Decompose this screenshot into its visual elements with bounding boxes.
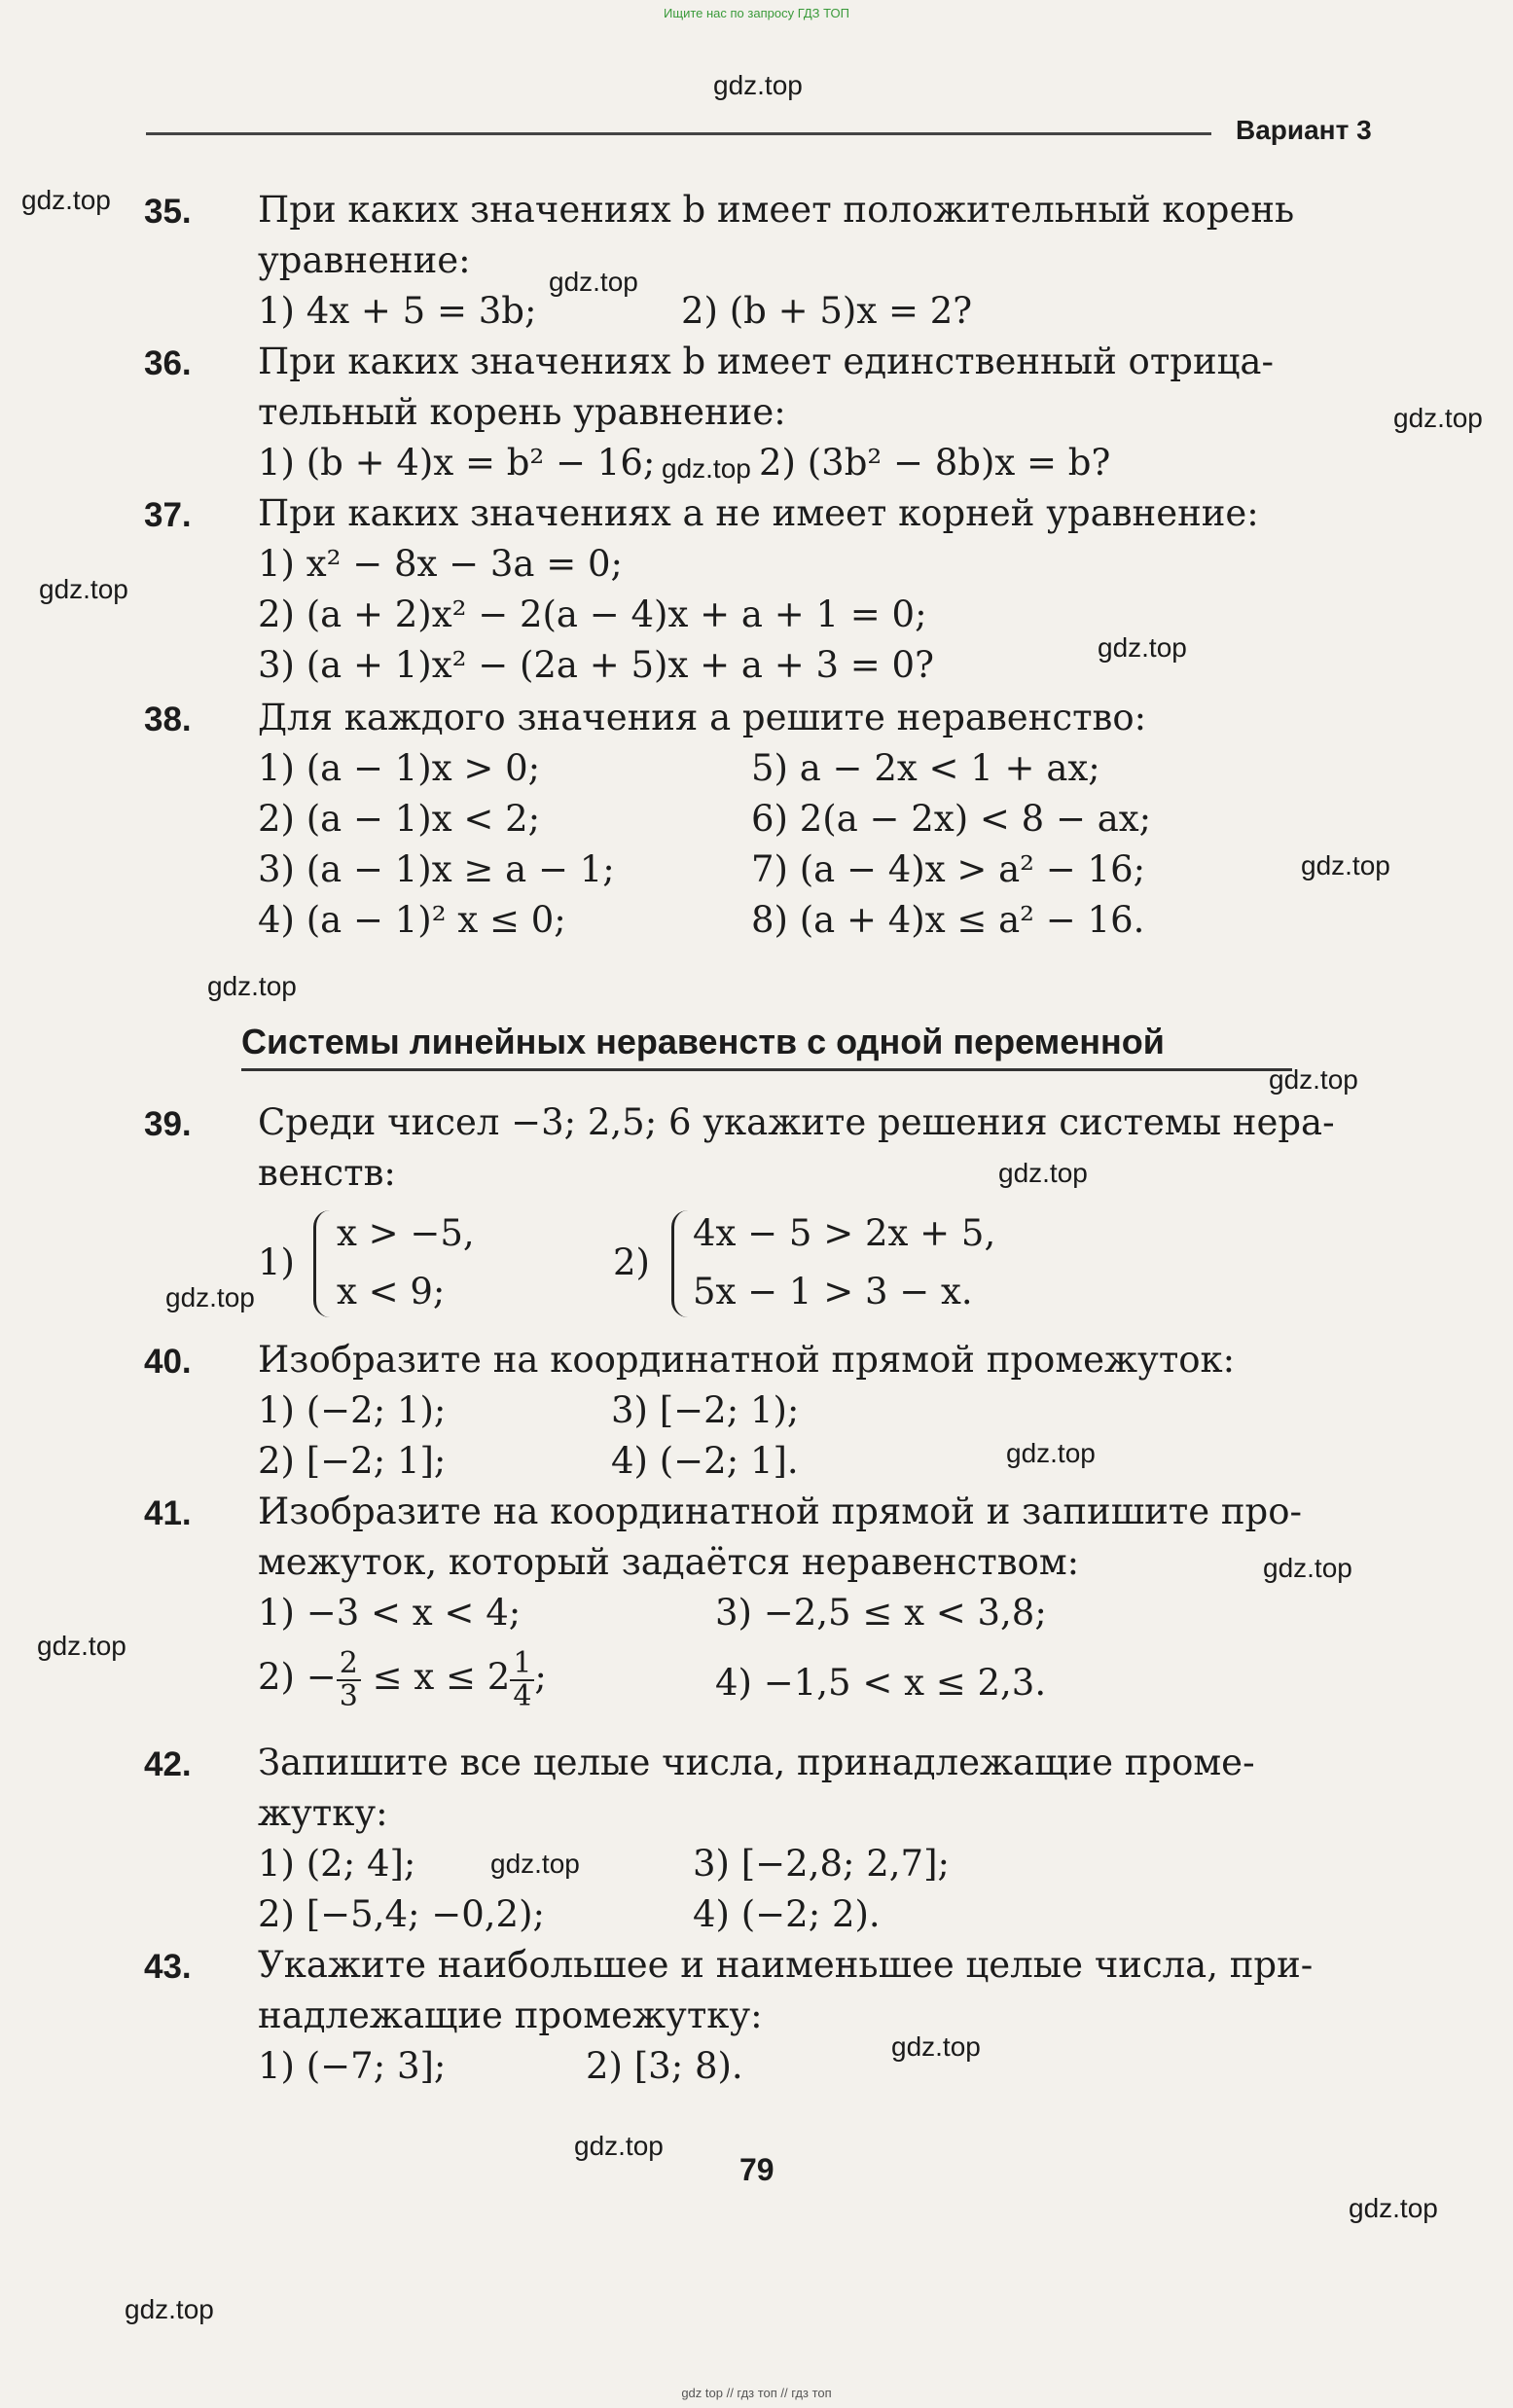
problem-item: 3) (a + 1)x² − (2a + 5)x + a + 3 = 0?: [258, 644, 934, 686]
problem-item: 2) (a + 2)x² − 2(a − 4)x + a + 1 = 0;: [258, 593, 927, 635]
system-label: 2): [613, 1241, 650, 1283]
watermark: gdz.top: [490, 1849, 580, 1879]
problem-item: 3) (a − 1)x ≥ a − 1;: [258, 848, 615, 890]
watermark: gdz.top: [1098, 632, 1187, 663]
watermark: gdz.top: [125, 2294, 214, 2324]
problem-text: Укажите наибольшее и наименьшее целые числа, при-: [258, 1944, 1314, 1986]
problem-item: 4) (a − 1)² x ≤ 0;: [258, 899, 566, 941]
problem-item: 3) −2,5 ≤ x < 3,8;: [715, 1592, 1047, 1634]
problem-number: 43.: [144, 1948, 192, 1986]
problem-item: 1) −3 < x < 4;: [258, 1592, 522, 1634]
system-label: 1): [258, 1241, 295, 1283]
top-banner: Ищите нас по запросу ГДЗ ТОП: [664, 6, 849, 20]
problem-text: уравнение:: [258, 239, 471, 281]
watermark: gdz.top: [207, 971, 297, 1001]
watermark: gdz.top: [21, 185, 111, 215]
watermark: gdz.top: [1263, 1553, 1352, 1583]
variant-label: Вариант 3: [1236, 115, 1372, 145]
watermark: gdz.top: [574, 2131, 664, 2161]
problem-text: межуток, который задаётся неравенством:: [258, 1541, 1080, 1583]
watermark: gdz.top: [549, 267, 638, 297]
problem-item-fraction: 2) − $\frac{2}{3}$ ≤ x ≤ 2 $\frac{1}{4}$ ;: [258, 1646, 547, 1713]
problem-item: 8) (a + 4)x ≤ a² − 16.: [751, 899, 1145, 941]
problem-item: 2) (3b² − 8b)x = b?: [759, 442, 1111, 484]
watermark: gdz.top: [1269, 1064, 1358, 1095]
problem-item: 4) (−2; 2).: [693, 1893, 881, 1935]
problem-item: 2) [3; 8).: [586, 2045, 743, 2087]
problem-item: 7) (a − 4)x > a² − 16;: [751, 848, 1146, 890]
problem-number: 36.: [144, 344, 192, 382]
problem-item: 1) 4x + 5 = 3b;: [258, 290, 537, 332]
problem-item: 5) a − 2x < 1 + ax;: [751, 747, 1100, 789]
problem-text: Запишите все целые числа, принадлежащие проме-: [258, 1742, 1255, 1783]
problem-item: 1) (−2; 1);: [258, 1389, 447, 1431]
problem-text: жутку:: [258, 1792, 388, 1834]
problem-text: венств:: [258, 1152, 396, 1194]
problem-item: 3) [−2,8; 2,7];: [693, 1843, 950, 1885]
problem-item: 1) x² − 8x − 3a = 0;: [258, 543, 624, 585]
bottom-banner: gdz top // гдз топ // гдз топ: [681, 2386, 832, 2400]
problem-text: тельный корень уравнение:: [258, 391, 786, 433]
system-line: 5x − 1 > 3 − x.: [693, 1271, 973, 1312]
problem-number: 41.: [144, 1494, 192, 1532]
problem-text: Изобразите на координатной прямой промежуток:: [258, 1339, 1236, 1381]
system-line: x < 9;: [337, 1271, 446, 1312]
problem-item: 1) (−7; 3];: [258, 2045, 447, 2087]
problem-text: Среди чисел −3; 2,5; 6 укажите решения системы нера-: [258, 1101, 1335, 1143]
problem-item: 2) [−2; 1];: [258, 1440, 447, 1482]
watermark: gdz.top: [1349, 2193, 1438, 2223]
watermark: gdz.top: [998, 1158, 1088, 1188]
problem-number: 40.: [144, 1343, 192, 1381]
problem-text: Изобразите на координатной прямой и запишите про-: [258, 1491, 1302, 1532]
header-rule: [146, 132, 1211, 135]
problem-number: 37.: [144, 496, 192, 534]
problem-number: 42.: [144, 1745, 192, 1783]
problem-number: 38.: [144, 701, 192, 738]
watermark: gdz.top: [39, 574, 128, 604]
problem-item: 3) [−2; 1);: [611, 1389, 800, 1431]
problem-item: 4) −1,5 < x ≤ 2,3.: [715, 1662, 1047, 1704]
watermark: gdz.top: [37, 1631, 126, 1661]
problem-text: При каких значениях b имеет положительный корень: [258, 189, 1295, 231]
problem-item: 2) (a − 1)x < 2;: [258, 798, 541, 840]
problem-item: 1) (b + 4)x = b² − 16;: [258, 442, 656, 484]
problem-text: Для каждого значения a решите неравенство:: [258, 697, 1147, 738]
problem-number: 35.: [144, 193, 192, 231]
system-brace: [313, 1210, 330, 1317]
watermark: gdz.top: [1393, 403, 1483, 433]
problem-item: 4) (−2; 1].: [611, 1440, 799, 1482]
system-line: x > −5,: [337, 1212, 475, 1254]
problem-item: 2) [−5,4; −0,2);: [258, 1893, 545, 1935]
watermark: gdz.top: [713, 70, 803, 100]
watermark: gdz.top: [1301, 850, 1390, 881]
problem-item: 1) (2; 4];: [258, 1843, 416, 1885]
system-line: 4x − 5 > 2x + 5,: [693, 1212, 996, 1254]
problem-text: При каких значениях a не имеет корней уравнение:: [258, 492, 1259, 534]
watermark: gdz.top: [165, 1282, 255, 1312]
system-brace: [671, 1210, 688, 1317]
watermark: gdz.top: [891, 2031, 981, 2062]
problem-text: надлежащие промежутку:: [258, 1995, 763, 2036]
problem-item: 1) (a − 1)x > 0;: [258, 747, 541, 789]
watermark: gdz.top: [662, 453, 751, 484]
problem-item: 2) (b + 5)x = 2?: [681, 290, 973, 332]
problem-text: При каких значениях b имеет единственный отрица-: [258, 341, 1274, 382]
page-number: 79: [739, 2152, 775, 2187]
watermark: gdz.top: [1006, 1438, 1096, 1468]
fraction: $\frac{1}{4}$: [510, 1648, 534, 1711]
section-rule: [241, 1068, 1292, 1071]
section-title: Системы линейных неравенств с одной переменной: [241, 1022, 1165, 1061]
problem-number: 39.: [144, 1105, 192, 1143]
problem-item: 6) 2(a − 2x) < 8 − ax;: [751, 798, 1152, 840]
fraction: $\frac{2}{3}$: [337, 1648, 361, 1711]
